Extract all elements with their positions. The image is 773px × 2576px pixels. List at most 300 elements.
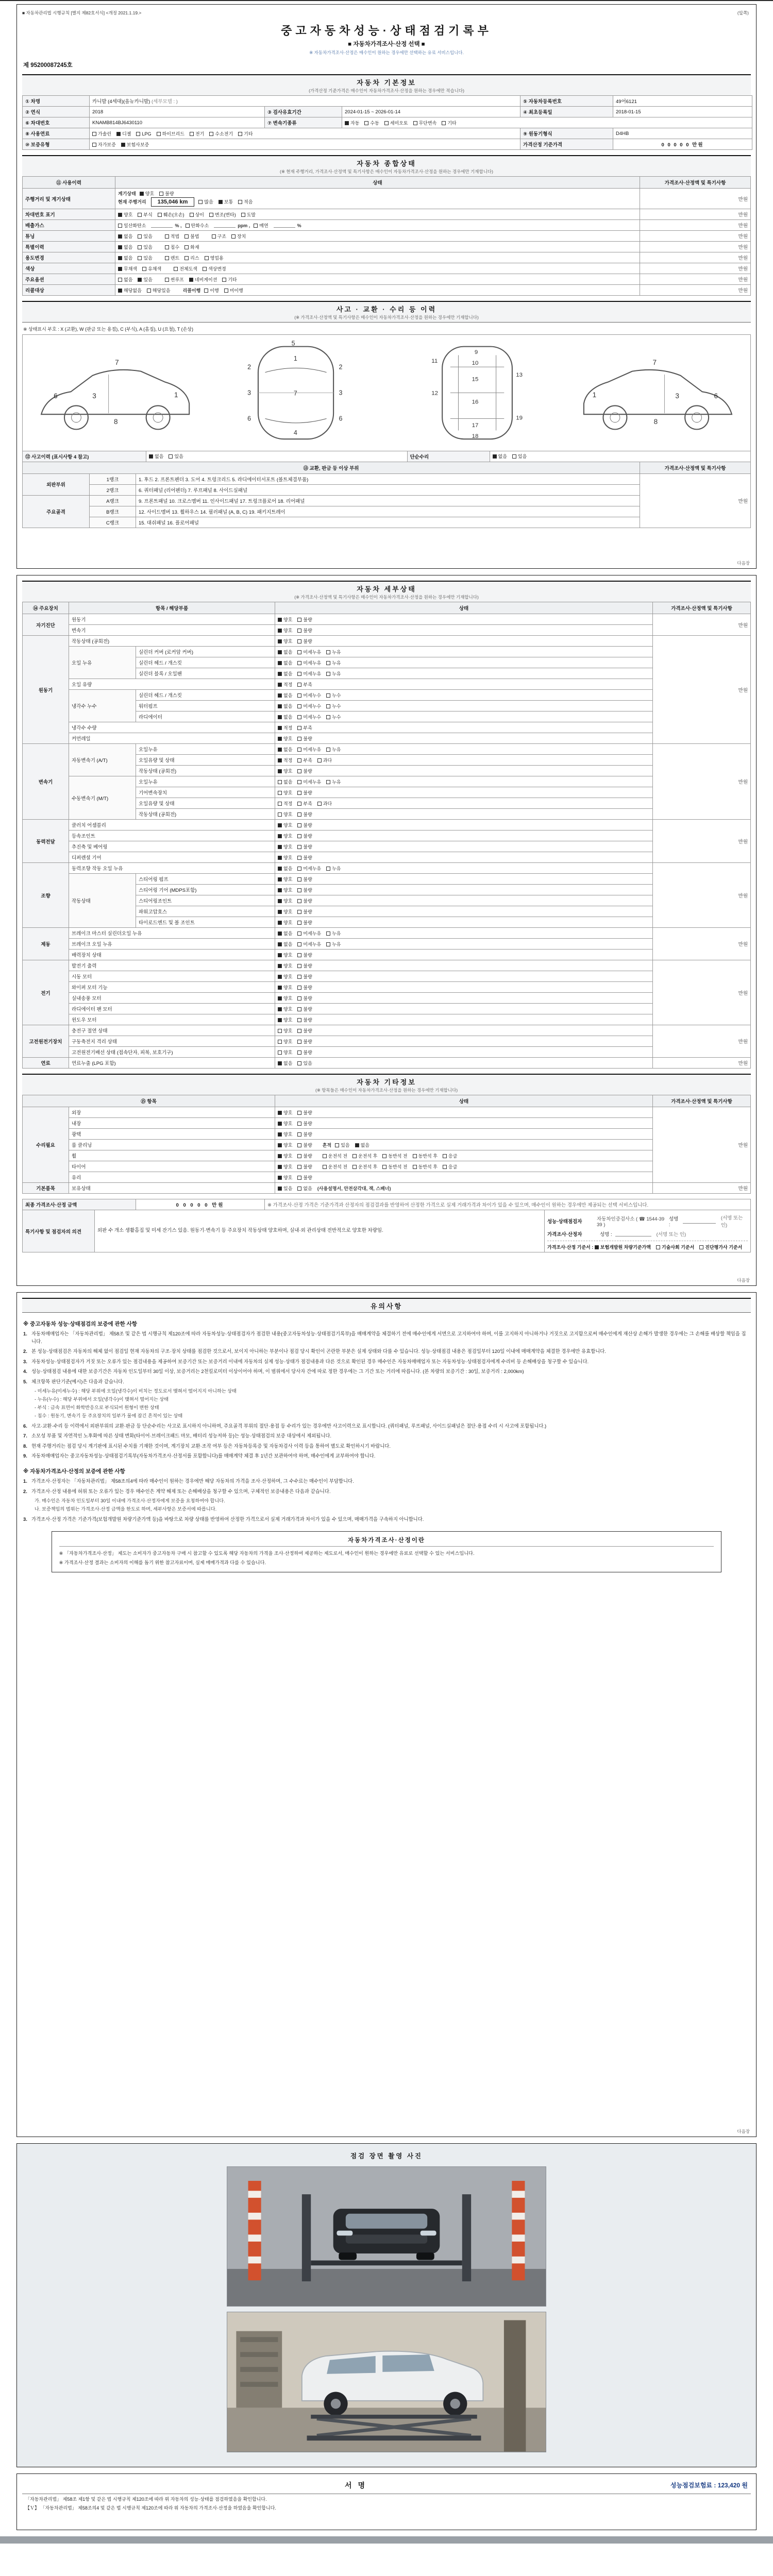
checkbox-option[interactable] <box>297 714 321 720</box>
checkbox-option[interactable] <box>174 265 197 272</box>
checkbox-option[interactable] <box>278 908 292 915</box>
checkbox-option[interactable] <box>326 692 341 699</box>
checkbox-option[interactable] <box>205 255 224 261</box>
fuel-options <box>90 128 520 139</box>
checkbox-option[interactable] <box>278 627 292 634</box>
checkbox-option[interactable] <box>297 735 312 742</box>
checkbox-option[interactable] <box>382 1163 407 1170</box>
option-label: 영업용 <box>210 255 224 261</box>
option-label: 미세누수 <box>303 692 322 698</box>
page-subtitle: ■ 자동차가격조사·산정 선택 ■ <box>348 41 425 47</box>
price-cell: 만원 <box>653 636 751 744</box>
checkbox-option[interactable] <box>297 789 312 796</box>
checkbox-icon <box>278 856 282 860</box>
checkbox-option[interactable] <box>297 768 312 774</box>
checkbox-option[interactable] <box>323 1163 347 1170</box>
checkbox-option[interactable] <box>352 1153 377 1159</box>
checkbox-option[interactable] <box>118 244 132 250</box>
checkbox-option[interactable] <box>297 919 312 926</box>
checkbox-option[interactable] <box>297 1109 312 1116</box>
checkbox-option[interactable] <box>297 930 321 937</box>
checkbox-option[interactable] <box>278 1060 292 1066</box>
item-state <box>275 1107 653 1118</box>
notice-subitem: - 침수 : 원동기, 변속기 등 주요장치의 일부가 물에 잠긴 흔적이 있는 상태 <box>35 1413 183 1418</box>
checkbox-option[interactable] <box>297 973 312 980</box>
item-state <box>275 820 653 831</box>
checkbox-option[interactable] <box>297 1006 312 1012</box>
checkbox-option[interactable] <box>278 995 292 1002</box>
checkbox-option[interactable] <box>297 854 312 861</box>
checkbox-icon <box>493 454 497 459</box>
checkbox-option[interactable] <box>326 649 341 655</box>
checkbox-option[interactable] <box>355 1142 369 1148</box>
checkbox-option[interactable] <box>297 1016 312 1023</box>
checkbox-option[interactable] <box>198 198 213 205</box>
option-label: 보험개발원 차량기준가액 <box>600 1245 651 1250</box>
checkbox-option[interactable] <box>297 746 321 753</box>
checkbox-option[interactable] <box>278 984 292 991</box>
option-label: 과다 <box>323 757 332 763</box>
checkbox-option[interactable] <box>278 768 292 774</box>
checkbox-option[interactable] <box>297 865 321 872</box>
option-label: 불량 <box>303 736 312 741</box>
checkbox-option[interactable] <box>656 1244 694 1250</box>
checkbox-option[interactable] <box>138 276 152 283</box>
checkbox-option[interactable] <box>116 130 131 137</box>
price-cell: 만원 <box>640 242 751 252</box>
checkbox-option[interactable] <box>326 865 341 872</box>
checkbox-option[interactable] <box>326 714 341 720</box>
checkbox-option[interactable] <box>326 670 341 677</box>
year-value: 2018 <box>90 107 265 117</box>
option-label: 있음 <box>143 277 153 282</box>
checkbox-option[interactable] <box>238 130 253 137</box>
checkbox-icon <box>326 704 330 708</box>
checkbox-option[interactable] <box>278 811 292 818</box>
checkbox-option[interactable] <box>169 453 183 460</box>
notice-number: 2. <box>23 1488 27 1494</box>
option-label: 없음 <box>283 703 293 709</box>
checkbox-icon <box>278 650 282 654</box>
parts-title: ⑬ 교환, 판금 등 이상 부위 <box>23 462 640 473</box>
checkbox-option[interactable] <box>352 1163 377 1170</box>
checkbox-option[interactable] <box>297 1142 312 1148</box>
checkbox-option[interactable] <box>92 141 116 148</box>
checkbox-option[interactable] <box>278 1120 292 1127</box>
checkbox-option[interactable] <box>297 995 312 1002</box>
checkbox-option[interactable] <box>278 930 292 937</box>
checkbox-option[interactable] <box>159 190 174 197</box>
checkbox-option[interactable] <box>209 211 236 218</box>
option-label: 양호 <box>283 617 293 622</box>
checkbox-option[interactable] <box>149 453 163 460</box>
sheet-1 <box>16 4 757 569</box>
document-page <box>0 1 773 2544</box>
checkbox-option[interactable] <box>121 141 149 148</box>
checkbox-option[interactable] <box>364 120 379 126</box>
inline-label: 흔적 <box>322 1142 332 1148</box>
checkbox-option[interactable] <box>297 1038 312 1045</box>
option-label: 누수 <box>332 714 341 720</box>
definition-line: ※ 「자동차가격조사·산정」 제도는 소비자가 중고자동차 구매 시 참고할 수 있도록 해당 자동차의 가격을 조사·산정하여 제공하는 제도로서, 매수인이 원하는 경우에만 유료로 선택할 수 있는 서비스입니다. <box>59 1551 475 1556</box>
checkbox-option[interactable] <box>297 1163 312 1170</box>
checkbox-option[interactable] <box>278 746 292 753</box>
checkbox-option[interactable] <box>297 1120 312 1127</box>
checkbox-option[interactable] <box>219 198 233 205</box>
checkbox-option[interactable] <box>512 453 527 460</box>
checkbox-option[interactable] <box>278 649 292 655</box>
device-name: 고전원전기장치 <box>23 1025 69 1058</box>
checkbox-option[interactable] <box>212 233 226 240</box>
price-cell: 만원 <box>653 1025 751 1058</box>
checkbox-option[interactable] <box>335 1142 349 1148</box>
svg-text:7: 7 <box>652 359 657 367</box>
checkbox-option[interactable] <box>118 211 132 218</box>
checkbox-option[interactable] <box>297 1049 312 1056</box>
checkbox-option[interactable] <box>278 692 292 699</box>
option-label: 미세누유 <box>303 660 322 666</box>
checkbox-option[interactable] <box>382 1153 407 1159</box>
checkbox-option[interactable] <box>384 120 408 126</box>
item-state <box>275 798 653 809</box>
checkbox-option[interactable] <box>317 757 332 764</box>
checkbox-option[interactable] <box>326 930 341 937</box>
checkbox-option[interactable] <box>278 876 292 883</box>
checkbox-option[interactable] <box>118 287 142 294</box>
checkbox-option[interactable] <box>326 659 341 666</box>
inspector-opinion-table <box>22 1210 751 1252</box>
checkbox-option[interactable] <box>297 1174 312 1181</box>
checkbox-option[interactable] <box>184 255 199 261</box>
checkbox-option[interactable] <box>297 649 321 655</box>
checkbox-option[interactable] <box>165 255 179 261</box>
checkbox-option[interactable] <box>278 952 292 958</box>
checkbox-option[interactable] <box>297 876 312 883</box>
option-label: 운전석 후 <box>358 1153 378 1159</box>
price-basis-options <box>595 1245 748 1250</box>
checkbox-option[interactable] <box>278 973 292 980</box>
checkbox-option[interactable] <box>118 265 137 272</box>
checkbox-option[interactable] <box>278 962 292 969</box>
checkbox-icon <box>656 1245 660 1249</box>
svg-text:16: 16 <box>472 399 479 405</box>
option-label: 불량 <box>303 1164 312 1170</box>
checkbox-option[interactable] <box>158 211 184 218</box>
checkbox-option[interactable] <box>278 1109 292 1116</box>
notice-text: 체크항목 판단기준(예시)은 다음과 같습니다. <box>31 1378 124 1384</box>
checkbox-option[interactable] <box>238 198 253 205</box>
checkbox-option[interactable] <box>297 908 312 915</box>
checkbox-option[interactable] <box>297 1060 312 1066</box>
svg-text:1: 1 <box>293 354 297 362</box>
signer-row <box>547 1214 748 1228</box>
option-label: 없음 <box>283 747 293 752</box>
checkbox-option[interactable] <box>118 276 132 283</box>
checkbox-option[interactable] <box>297 638 312 645</box>
checkbox-icon <box>278 953 282 957</box>
checkbox-option[interactable] <box>595 1244 651 1250</box>
option-label: 렌트 <box>170 255 180 261</box>
checkbox-option[interactable] <box>278 1049 292 1056</box>
checkbox-option[interactable] <box>297 692 321 699</box>
checkbox-option[interactable] <box>297 1027 312 1034</box>
checkbox-option[interactable] <box>278 897 292 904</box>
option-label: 동반석 전 <box>388 1153 408 1159</box>
checkbox-option[interactable] <box>165 276 184 283</box>
checkbox-option[interactable] <box>278 1185 292 1192</box>
checkbox-option[interactable] <box>345 120 359 126</box>
checkbox-option[interactable] <box>278 865 292 872</box>
checkbox-icon <box>165 234 169 239</box>
notice-item <box>23 1330 750 1345</box>
checkbox-option[interactable] <box>278 843 292 850</box>
checkbox-option[interactable] <box>278 1153 292 1159</box>
checkbox-option[interactable] <box>224 287 243 294</box>
checkbox-option[interactable] <box>142 265 161 272</box>
option-label: 불량 <box>303 1049 312 1055</box>
option-label: 있음 <box>174 454 183 460</box>
checkbox-icon <box>323 1154 327 1158</box>
checkbox-option[interactable] <box>138 233 152 240</box>
item-name: 충전구 절연 상태 <box>69 1025 275 1036</box>
checkbox-option[interactable] <box>297 833 312 839</box>
checkbox-option[interactable] <box>278 919 292 926</box>
checkbox-option[interactable] <box>297 659 321 666</box>
checkbox-option[interactable] <box>297 984 312 991</box>
checkbox-option[interactable] <box>297 962 312 969</box>
checkbox-option[interactable] <box>297 616 312 623</box>
device-row <box>23 960 751 971</box>
section-accident-title: 사고 · 교환 · 수리 등 이력 <box>336 306 437 313</box>
checkbox-option[interactable] <box>297 670 321 677</box>
checkbox-option[interactable] <box>147 287 171 294</box>
checkbox-option[interactable] <box>278 714 292 720</box>
checkbox-option[interactable] <box>278 757 292 764</box>
checkbox-option[interactable] <box>323 1153 347 1159</box>
option-label: 불량 <box>303 952 312 958</box>
checkbox-option[interactable] <box>297 1153 312 1159</box>
checkbox-option[interactable] <box>118 233 132 240</box>
checkbox-icon <box>278 1132 282 1137</box>
checkbox-option[interactable] <box>138 255 152 261</box>
checkbox-option[interactable] <box>297 627 312 634</box>
checkbox-option[interactable] <box>413 120 437 126</box>
option-label: 미세누유 <box>303 941 322 947</box>
option-label: 없음 <box>283 866 293 871</box>
checkbox-option[interactable] <box>278 659 292 666</box>
item-state <box>275 1172 653 1183</box>
etc-header-row <box>23 1095 751 1107</box>
checkbox-option[interactable] <box>297 724 312 731</box>
parts-rows <box>23 473 751 528</box>
checkbox-option[interactable] <box>189 276 217 283</box>
checkbox-option[interactable] <box>297 887 312 893</box>
checkbox-option[interactable] <box>413 1153 438 1159</box>
checkbox-icon <box>140 192 144 196</box>
checkbox-option[interactable] <box>442 120 456 126</box>
checkbox-option[interactable] <box>297 811 312 818</box>
checkbox-option[interactable] <box>317 800 332 807</box>
item-name: 스티어링 펌프 <box>136 874 275 885</box>
checkbox-option[interactable] <box>326 746 341 753</box>
checkbox-option[interactable] <box>278 1163 292 1170</box>
inspection-photo-2 <box>227 2312 546 2452</box>
engine-type-label: ⑨ 원동기형식 <box>520 128 613 139</box>
checkbox-icon <box>317 802 322 806</box>
checkbox-option[interactable] <box>278 778 292 785</box>
checkbox-option[interactable] <box>278 616 292 623</box>
option-label: 양호 <box>283 736 293 741</box>
device-row <box>23 679 751 690</box>
usage-label: 주행거리 및 계기상태 <box>23 189 115 209</box>
checkbox-option[interactable] <box>241 211 256 218</box>
checkbox-icon <box>118 256 122 260</box>
checkbox-option[interactable] <box>326 941 341 947</box>
checkbox-option[interactable] <box>278 681 292 688</box>
usage-label: 특별이력 <box>23 242 115 252</box>
checkbox-option[interactable] <box>231 233 246 240</box>
checkbox-option[interactable] <box>138 244 152 250</box>
svg-text:13: 13 <box>516 372 523 379</box>
checkbox-option[interactable] <box>297 800 312 807</box>
checkbox-icon <box>278 899 282 903</box>
device-row <box>23 820 751 831</box>
checkbox-option[interactable] <box>278 822 292 828</box>
checkbox-option[interactable] <box>190 130 204 137</box>
final-price-amount: 0 0 0 0 0 만원 <box>136 1199 265 1210</box>
checkbox-option[interactable] <box>278 854 292 861</box>
checkbox-option[interactable] <box>278 735 292 742</box>
checkbox-option[interactable] <box>184 244 199 250</box>
checkbox-option[interactable] <box>140 190 154 197</box>
checkbox-option[interactable] <box>699 1244 742 1250</box>
option-label: 불량 <box>303 995 312 1001</box>
checkbox-option[interactable] <box>278 1016 292 1023</box>
checkbox-icon <box>174 267 178 271</box>
checkbox-option[interactable] <box>136 131 151 137</box>
checkbox-option[interactable] <box>278 887 292 893</box>
checkbox-option[interactable] <box>278 724 292 731</box>
checkbox-option[interactable] <box>493 453 507 460</box>
item-name: 타이어 <box>69 1161 275 1172</box>
checkbox-option[interactable] <box>278 1027 292 1034</box>
option-label: 양호 <box>283 768 293 774</box>
price-cell: 만원 <box>640 220 751 231</box>
checkbox-option[interactable] <box>118 255 132 261</box>
checkbox-option[interactable] <box>278 800 292 807</box>
checkbox-option[interactable] <box>138 211 152 218</box>
checkbox-option[interactable] <box>278 1038 292 1045</box>
checkbox-option[interactable] <box>278 670 292 677</box>
option-label: 양호 <box>283 844 293 850</box>
checkbox-option[interactable] <box>278 941 292 947</box>
checkbox-option[interactable] <box>165 233 179 240</box>
checkbox-option[interactable] <box>203 265 226 272</box>
checkbox-option[interactable] <box>297 897 312 904</box>
checkbox-option[interactable] <box>278 1006 292 1012</box>
device-row <box>23 971 751 982</box>
checkbox-option[interactable] <box>278 638 292 645</box>
device-row <box>23 852 751 863</box>
checkbox-option[interactable] <box>222 276 237 283</box>
checkbox-option[interactable] <box>184 233 199 240</box>
option-label: 불량 <box>303 898 312 904</box>
checkbox-option[interactable] <box>278 703 292 709</box>
price-cell: 만원 <box>653 744 751 820</box>
device-row <box>23 928 751 939</box>
device-row <box>23 1183 751 1194</box>
device-name: 제동 <box>23 928 69 960</box>
checkbox-option[interactable] <box>204 287 219 294</box>
parts-row <box>23 473 751 484</box>
checkbox-option[interactable] <box>278 1142 292 1148</box>
checkbox-option[interactable] <box>443 1153 457 1159</box>
item-name: 연료누출 (LPG 포함) <box>69 1058 275 1069</box>
checkbox-option[interactable] <box>297 843 312 850</box>
checkbox-option[interactable] <box>297 822 312 828</box>
col-usage-history: ⑪ 사용이력 <box>23 177 115 189</box>
checkbox-option[interactable] <box>297 703 321 709</box>
checkbox-option[interactable] <box>297 757 312 764</box>
checkbox-option[interactable] <box>443 1163 457 1170</box>
item-name: 실린더 헤드 / 개스킷 <box>136 690 275 701</box>
checkbox-icon <box>297 704 301 708</box>
checkbox-icon <box>512 454 516 459</box>
item-name: 오일누유 <box>136 776 275 787</box>
section-detail-header <box>22 581 751 602</box>
checkbox-option[interactable] <box>326 703 341 709</box>
checkbox-option[interactable] <box>297 1185 312 1192</box>
checkbox-option[interactable] <box>186 222 209 229</box>
checkbox-option[interactable] <box>278 1174 292 1181</box>
fuel-label: ⑧ 사용연료 <box>23 128 90 139</box>
next-page-label: 다음장 <box>737 1278 750 1283</box>
checkbox-option[interactable] <box>157 130 184 137</box>
item-name: 오일유량 및 상태 <box>136 755 275 766</box>
checkbox-icon <box>189 278 193 282</box>
usage-row <box>23 242 751 252</box>
photos-title: 점검 장면 촬영 사진 <box>350 2153 423 2160</box>
checkbox-option[interactable] <box>278 789 292 796</box>
checkbox-option[interactable] <box>278 833 292 839</box>
guarantee-items <box>22 1478 751 1523</box>
option-label: 양호 <box>283 1121 293 1126</box>
option-label: 진단평가사 기준서 <box>705 1245 743 1250</box>
checkbox-option[interactable] <box>297 778 321 785</box>
checkbox-option[interactable] <box>92 130 111 137</box>
checkbox-option[interactable] <box>165 244 179 250</box>
checkbox-option[interactable] <box>254 222 268 229</box>
parts-items: 9. 프론트패널 10. 크로스멤버 11. 인사이드패널 17. 트렁크플로어 18. 리어패널 <box>136 495 640 506</box>
option-label: 양호 <box>124 212 133 217</box>
item-name: 실내송풍 모터 <box>69 993 275 1004</box>
checkbox-icon <box>278 1122 282 1126</box>
checkbox-option[interactable] <box>118 222 146 229</box>
checkbox-option[interactable] <box>297 681 312 688</box>
checkbox-option[interactable] <box>278 1131 292 1138</box>
checkbox-option[interactable] <box>297 1131 312 1138</box>
checkbox-option[interactable] <box>209 130 233 137</box>
checkbox-option[interactable] <box>413 1163 438 1170</box>
checkbox-option[interactable] <box>326 778 341 785</box>
checkbox-option[interactable] <box>297 952 312 958</box>
checkbox-option[interactable] <box>297 941 321 947</box>
page-title: 중고자동차성능·상태점검기록부 <box>281 24 492 37</box>
svg-text:6: 6 <box>247 415 251 422</box>
checkbox-option[interactable] <box>190 211 204 218</box>
checkbox-icon <box>278 693 282 698</box>
option-label: 불량 <box>303 963 312 969</box>
